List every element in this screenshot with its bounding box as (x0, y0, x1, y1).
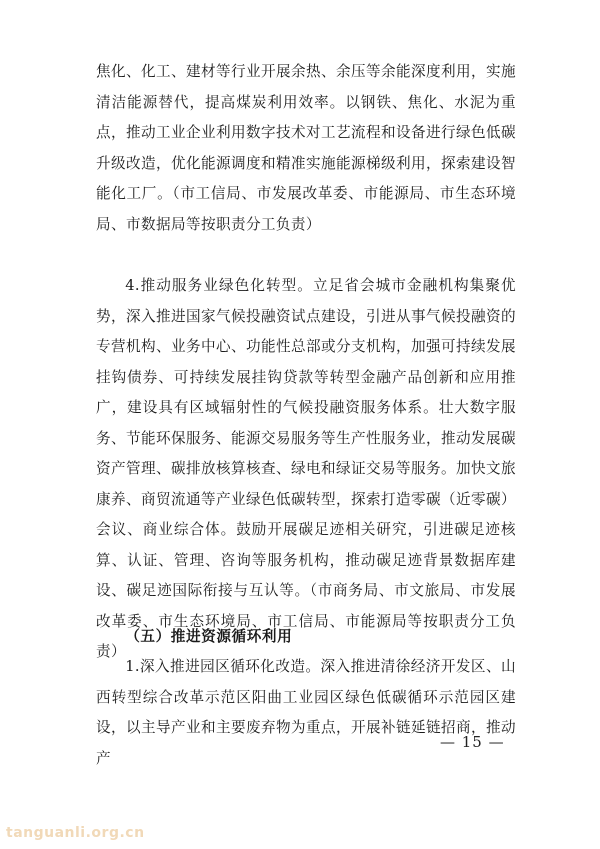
body-paragraph: 焦化、化工、建材等行业开展余热、余压等余能深度利用，实施清洁能源替代，提高煤炭利用效率。以钢铁、焦化、水泥为重点，推动工业企业利用数字技术对工艺流程和设备进行绿色低碳升级改造，优化能源调度和精准实施能源梯级利用，探索建设智能化工厂。（市工信局、市发展改革委、市能源局、市生态环境局、市数据局等按职责分工负责） (96, 63, 516, 233)
paragraph-continuation (96, 57, 516, 240)
body-paragraph: 4.推动服务业绿色化转型。立足省会城市金融机构集聚优势，深入推进国家气候投融资试点建设，引进从事气候投融资的专营机构、业务中心、功能性总部或分支机构，加强可持续发展挂钩债券、可持续发展挂钩贷款等转型金融产品创新和应用推广，建设具有区域辐射性的气候投融资服务体系。壮大数字服务、节能环保服务、能源交易服务等生产性服务业，推动发展碳资产管理、碳排放核算核查、绿电和绿证交易等服务。加快文旅康养、商贸流通等产业绿色低碳转型，探索打造零碳（近零碳）会议、商业综合体。鼓励开展碳足迹相关研究，引进碳足迹核算、认证、管理、咨询等服务机构，推动碳足迹背景数据库建设、碳足迹国际衔接与互认等。（市商务局、市文旅局、市发展改革委、市生态环境局、市工信局、市能源局等按职责分工负责） (96, 277, 516, 660)
watermark-text: tanguanli.org.cn (6, 825, 145, 841)
body-paragraph: 1.深入推进园区循环化改造。深入推进清徐经济开发区、山西转型综合改革示范区阳曲工业园区绿色低碳循环示范园区建设，以主导产业和主要废弃物为重点，开展补链延链招商，推动产 (96, 658, 516, 767)
section-heading-block (96, 622, 516, 653)
section-heading: （五）推进资源循环利用 (125, 628, 293, 645)
page-number: — 15 — (440, 733, 505, 751)
paragraph-service-industry (96, 271, 516, 668)
paragraph-park-recycling (96, 652, 516, 774)
